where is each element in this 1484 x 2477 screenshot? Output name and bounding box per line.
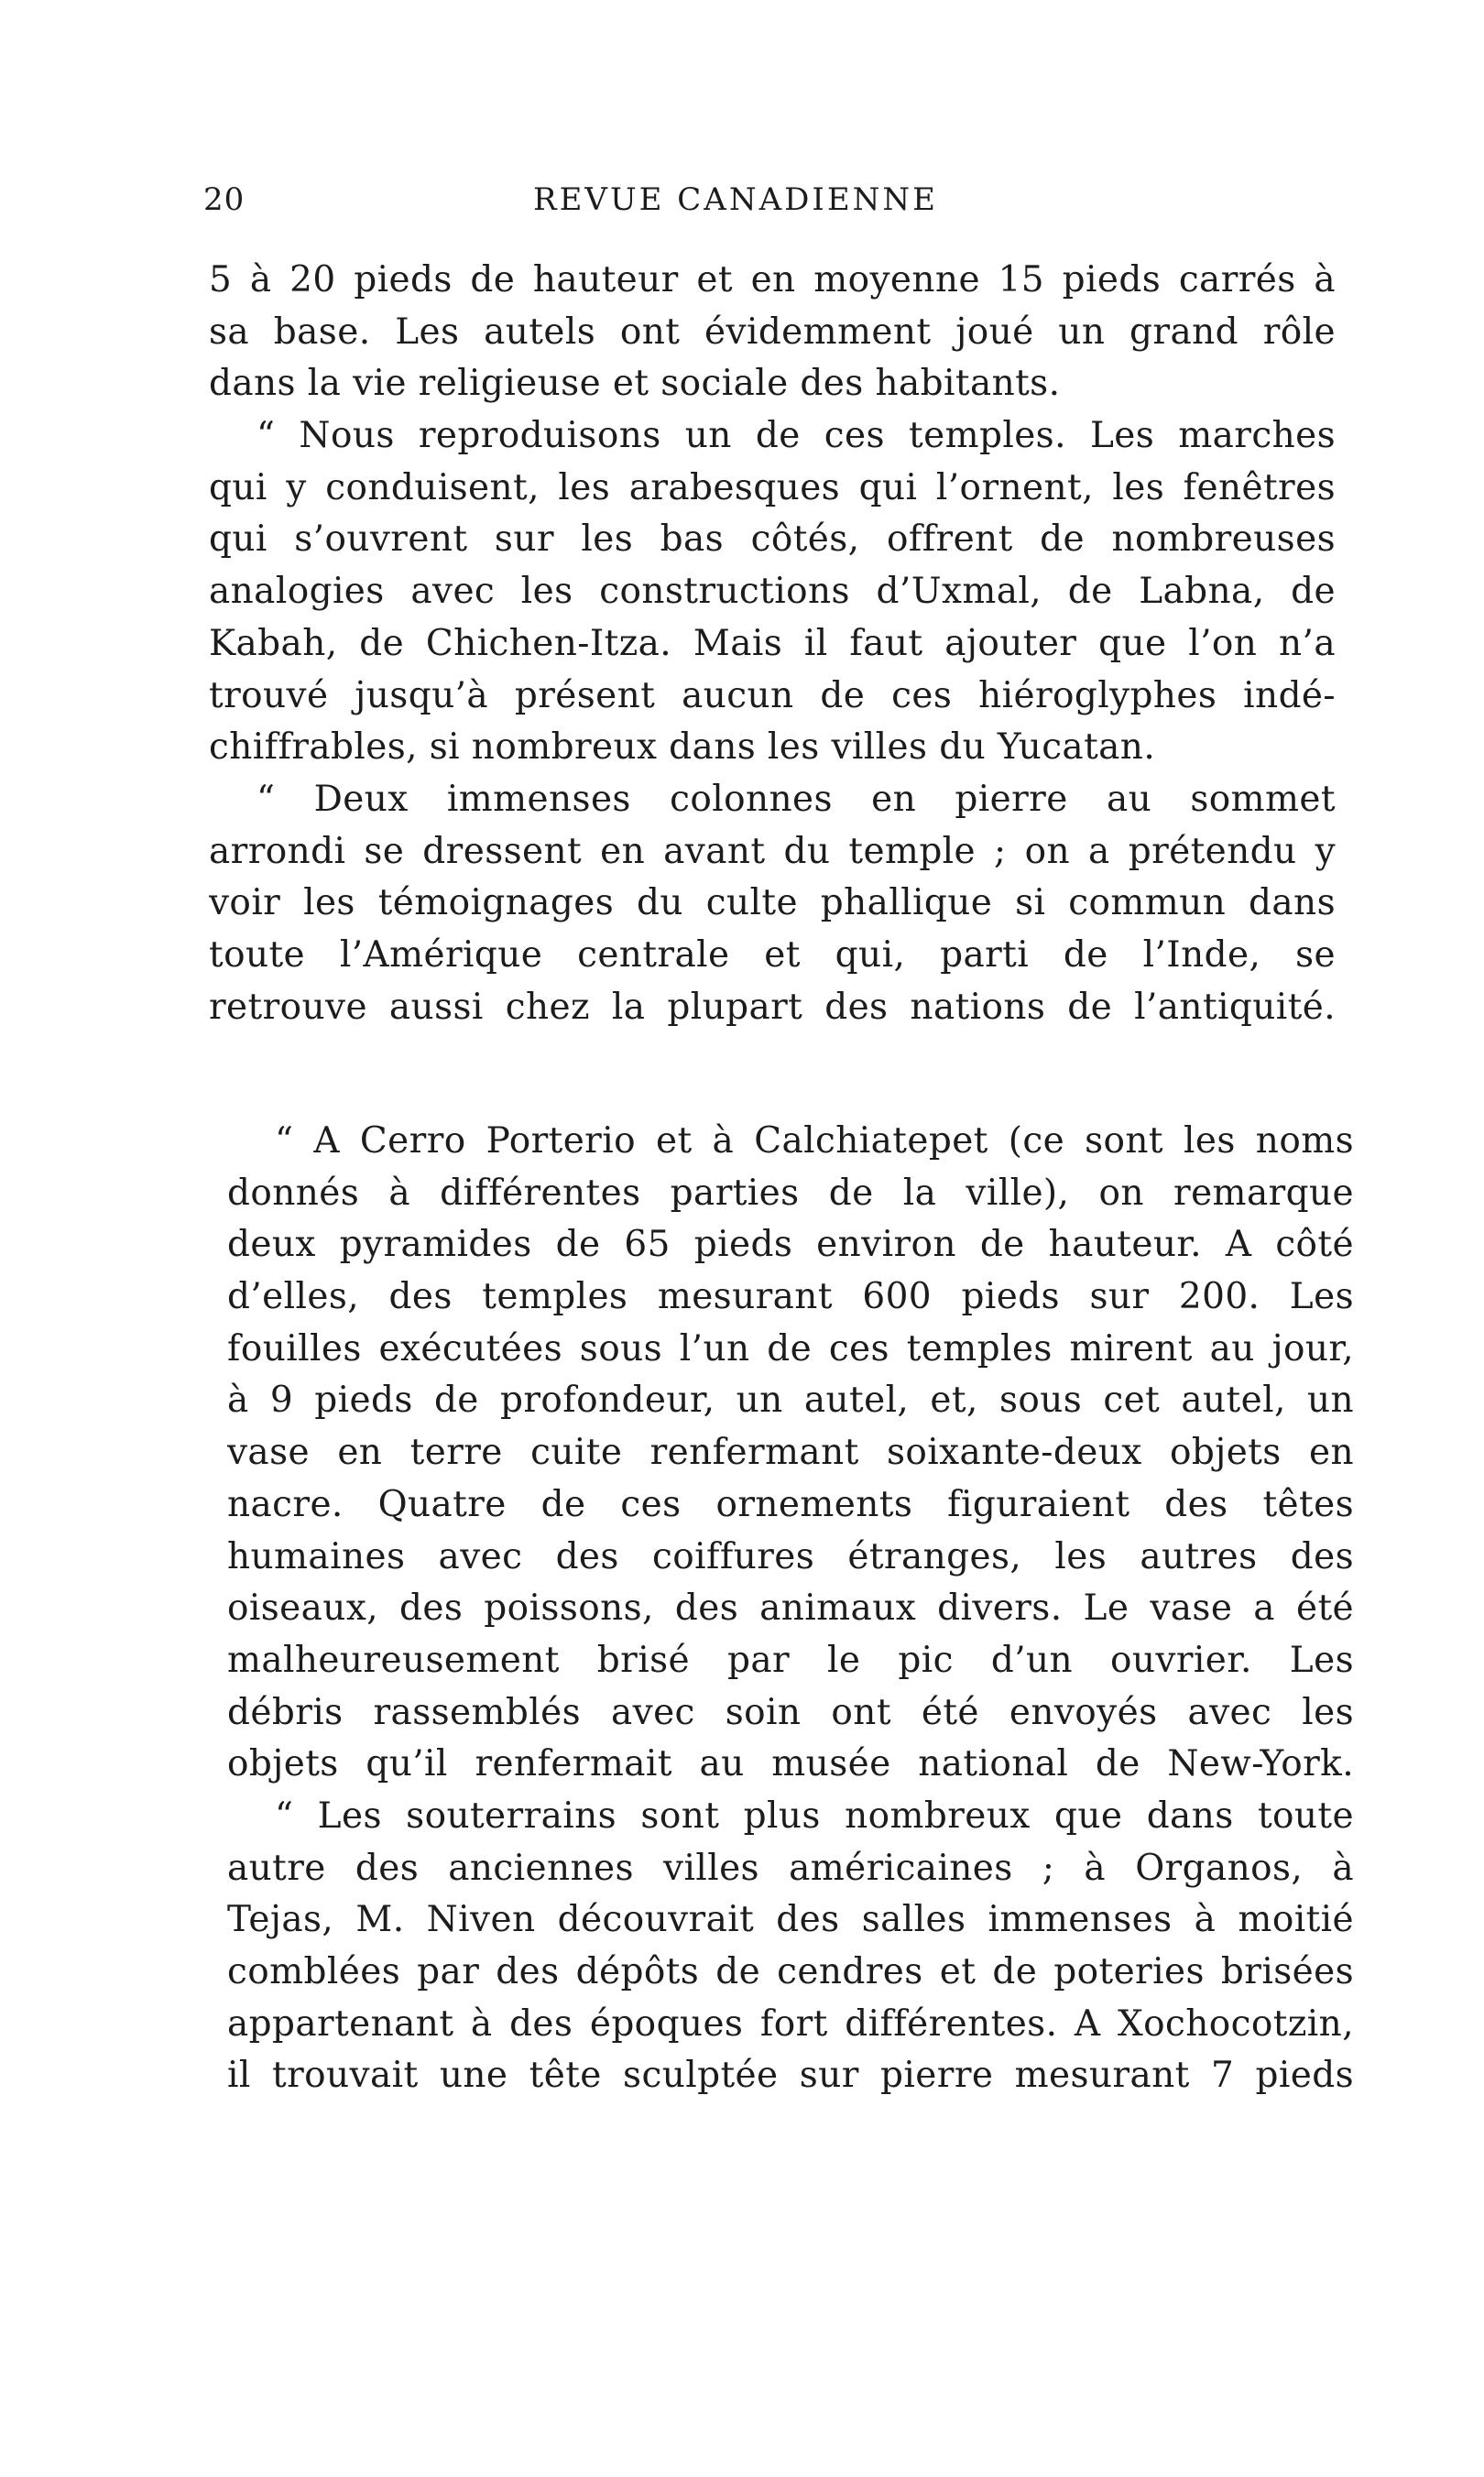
text-line: à 9 pieds de profondeur, un autel, et, sous cet autel, un <box>227 1380 1354 1422</box>
text-line: Kabah, de Chichen-Itza. Mais il faut ajouter que l’on n’a <box>209 622 1336 664</box>
text-line: “ Les souterrains sont plus nombreux que dans toute <box>275 1795 1354 1837</box>
text-line: dans la vie religieuse et sociale des habitants. <box>209 363 1061 405</box>
text-line: humaines avec des coiffures étranges, les autres des <box>227 1535 1354 1577</box>
page-number: 20 <box>203 181 246 218</box>
text-block-lower <box>227 1116 1354 2102</box>
text-line: vase en terre cuite renfermant soixante-deux objets en <box>227 1432 1354 1474</box>
text-line: analogies avec les constructions d’Uxmal, de Labna, de <box>209 571 1336 613</box>
text-line: débris rassemblés avec soin ont été envoyés avec les <box>227 1691 1354 1733</box>
text-line: “ A Cerro Porterio et à Calchiatepet (ce sont les noms <box>275 1120 1354 1162</box>
text-line: d’elles, des temples mesurant 600 pieds sur 200. Les <box>227 1276 1354 1318</box>
text-line: donnés à différentes parties de la ville), on remarque <box>227 1172 1354 1214</box>
running-title: REVUE CANADIENNE <box>533 181 938 218</box>
page-header <box>203 181 1138 236</box>
text-line: “ Deux immenses colonnes en pierre au sommet <box>256 778 1336 820</box>
text-line: fouilles exécutées sous l’un de ces temples mirent au jour, <box>227 1327 1354 1369</box>
text-line: “ Nous reproduisons un de ces temples. Les marches <box>256 415 1336 457</box>
text-line: toute l’Amérique centrale et qui, parti de l’Inde, se <box>209 933 1336 976</box>
text-line: autre des anciennes villes américaines ; à Organos, à <box>227 1847 1354 1889</box>
text-line: voir les témoignages du culte phallique si commun dans <box>209 882 1336 924</box>
text-line: 5 à 20 pieds de hauteur et en moyenne 15 pieds carrés à <box>209 259 1336 300</box>
text-line: objets qu’il renfermait au musée national de New-York. <box>227 1743 1354 1785</box>
text-line: Tejas, M. Niven découvrait des salles immenses à moitié <box>227 1899 1354 1941</box>
text-line: comblées par des dépôts de cendres et de poteries brisées <box>227 1951 1354 1992</box>
text-block-upper <box>209 255 1336 1033</box>
text-line: retrouve aussi chez la plupart des nations de l’antiquité. <box>209 986 1336 1028</box>
text-line: qui s’ouvrent sur les bas côtés, offrent de nombreuses <box>209 518 1336 561</box>
text-line: oiseaux, des poissons, des animaux divers. Le vase a été <box>227 1588 1354 1630</box>
text-line: chiffrables, si nombreux dans les villes du Yucatan. <box>209 726 1156 769</box>
text-line: il trouvait une tête sculptée sur pierre mesurant 7 pieds <box>227 2055 1354 2097</box>
text-line: trouvé jusqu’à présent aucun de ces hiéroglyphes indé- <box>209 674 1336 716</box>
text-line: sa base. Les autels ont évidemment joué un grand rôle <box>209 311 1336 353</box>
text-line: qui y conduisent, les arabesques qui l’ornent, les fenêtres <box>209 466 1336 508</box>
text-line: appartenant à des époques fort différentes. A Xochocotzin, <box>227 2002 1354 2045</box>
text-line: deux pyramides de 65 pieds environ de hauteur. A côté <box>227 1224 1354 1266</box>
text-line: nacre. Quatre de ces ornements figuraient des têtes <box>227 1483 1354 1525</box>
text-line: malheureusement brisé par le pic d’un ouvrier. Les <box>227 1639 1354 1681</box>
text-line: arrondi se dressent en avant du temple ; on a prétendu y <box>209 830 1336 872</box>
